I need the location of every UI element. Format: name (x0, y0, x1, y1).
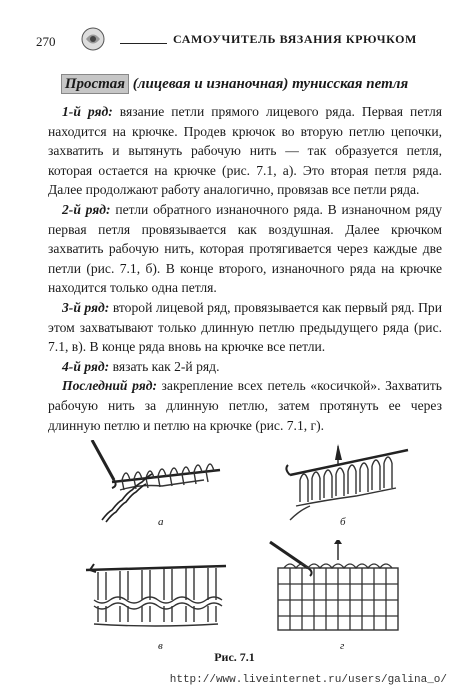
page-number: 270 (36, 34, 56, 49)
row-text: закрепление всех петель «косичкой». Захватить рабочую нить за длинную петлю, затем протянуть ее через длинную петлю и петлю на крючке (рис. 7.1, г). (48, 378, 442, 433)
paragraph-row-2 (48, 200, 442, 298)
figure-v-crochet-illustration (80, 560, 230, 630)
source-url: http://www.liveinternet.ru/users/galina_o/ (169, 674, 447, 686)
row-text: петли обратного изнаночного ряда. В изнаночном ряду первая петля провязывается как воздушная. Далее крючком захватить рабочую нить, которая протягивается через каждые две петли (рис. 7.1, б). В конце второго, изнаночного ряда на крючке находится только одна петля. (48, 201, 442, 296)
paragraph-row-1 (48, 102, 442, 200)
figure-label-v: в (158, 640, 163, 652)
row-label: 2-й ряд: (62, 201, 111, 217)
row-text: вязать как 2-й ряд. (109, 358, 220, 374)
section-title-highlight: Простая (61, 74, 129, 94)
body-text (48, 102, 442, 435)
row-label: 3-й ряд: (62, 299, 110, 315)
row-label: 4-й ряд: (62, 358, 110, 374)
figure-a-crochet-illustration (72, 440, 222, 525)
page-header (0, 22, 469, 62)
paragraph-last-row (48, 376, 442, 435)
row-text: вязание петли прямого лицевого ряда. Первая петля находится на крючке. Продев крючок во вторую петлю цепочки, захватить и вытянуть рабочую нить — так образуется петля, которая остается на крючке (рис. 7.1, а). Это вторая петля ряда. Далее продолжают работу аналогично, провязав все петли ряда. (48, 104, 442, 198)
row-text: второй лицевой ряд, провязывается как первый ряд. При этом захватывают только длинную петлю предыдущего ряда (рис. 7.1, в). В конце ряда вновь на крючке все петли. (48, 299, 442, 355)
section-title (0, 76, 469, 93)
paragraph-row-4 (48, 357, 442, 377)
figure-caption: Рис. 7.1 (214, 650, 255, 664)
paragraph-row-3 (48, 298, 442, 357)
figure-g-crochet-illustration (268, 540, 408, 635)
figure-label-g: г (340, 640, 345, 652)
book-logo-icon (80, 26, 106, 52)
row-label: 1-й ряд: (62, 104, 113, 119)
row-label: Последний ряд: (62, 378, 157, 394)
figure-b-crochet-illustration (260, 440, 410, 525)
figure-label-b: б (340, 516, 346, 528)
figure-label-a: а (158, 516, 164, 528)
running-title: САМОУЧИТЕЛЬ ВЯЗАНИЯ КРЮЧКОМ (167, 32, 417, 47)
section-title-rest: (лицевая и изнаночная) тунисская петля (129, 76, 409, 92)
